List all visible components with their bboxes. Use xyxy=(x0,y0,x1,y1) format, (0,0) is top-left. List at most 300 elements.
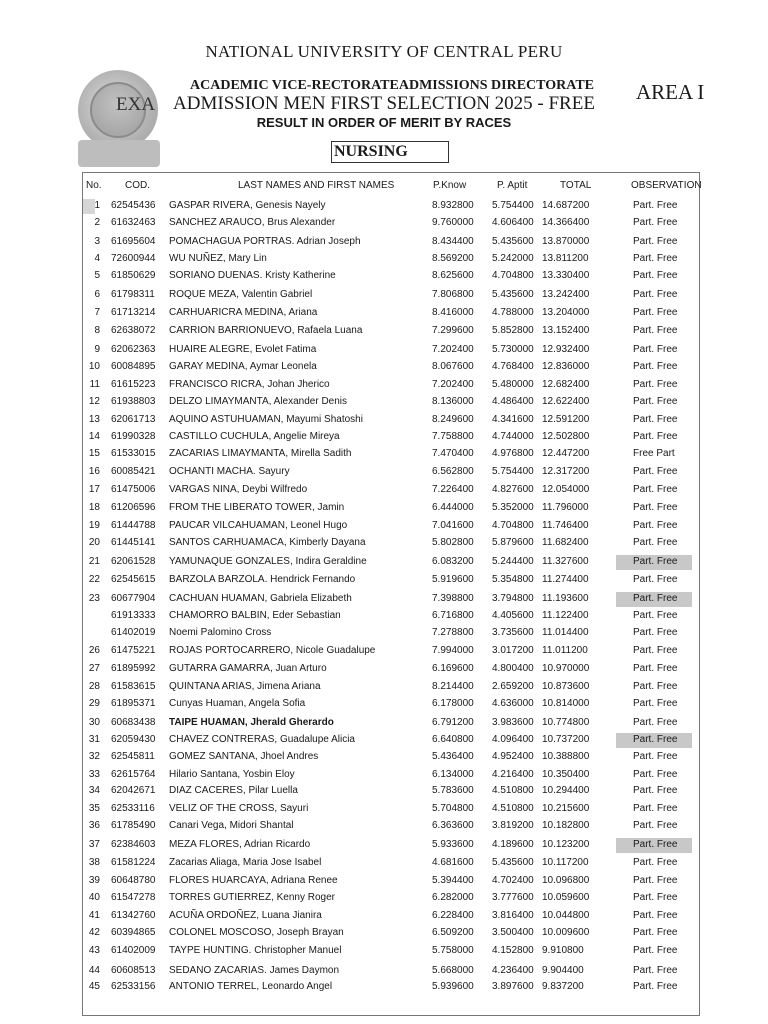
table-row xyxy=(0,323,768,339)
cell-pa: 3.983600 xyxy=(492,717,534,728)
cell-pk: 6.228400 xyxy=(432,910,474,921)
cell-no: 30 xyxy=(88,717,100,728)
table-row xyxy=(0,643,768,659)
cell-tot: 12.054000 xyxy=(542,484,590,495)
cell-cod: 62062363 xyxy=(111,344,156,355)
cell-pa: 2.659200 xyxy=(492,681,534,692)
cell-no: 9 xyxy=(94,344,100,355)
cell-no: 12 xyxy=(88,396,100,407)
col-header-observation: OBSERVATION xyxy=(631,180,702,191)
cell-cod: 62061713 xyxy=(111,414,156,425)
cell-pa: 5.435600 xyxy=(492,289,534,300)
cell-name: GARAY MEDINA, Aymar Leonela xyxy=(169,361,317,372)
grey-label-box xyxy=(78,140,160,167)
cell-no: 40 xyxy=(88,892,100,903)
cell-obs: Part. Free xyxy=(633,965,678,976)
table-row xyxy=(0,783,768,799)
cell-no: 11 xyxy=(89,379,100,390)
cell-tot: 14.366400 xyxy=(542,217,590,228)
cell-tot: 13.870000 xyxy=(542,236,590,247)
cell-pa: 5.435600 xyxy=(492,236,534,247)
cell-cod: 62545436 xyxy=(111,200,156,211)
cell-no: 15 xyxy=(88,448,100,459)
cell-tot: 11.746400 xyxy=(542,520,589,531)
cell-cod: 60683438 xyxy=(111,717,156,728)
col-header-pknow: P.Know xyxy=(433,180,467,191)
cell-name: GASPAR RIVERA, Genesis Nayely xyxy=(169,200,326,211)
cell-pa: 5.435600 xyxy=(492,857,534,868)
cell-no: 8 xyxy=(94,325,100,336)
table-row xyxy=(0,446,768,462)
cell-name: VARGAS NINA, Deybi Wilfredo xyxy=(169,484,308,495)
cell-obs: Part. Free xyxy=(633,289,678,300)
cell-no: 26 xyxy=(88,645,100,656)
cell-pk: 8.932800 xyxy=(432,200,474,211)
cell-tot: 12.932400 xyxy=(542,344,590,355)
cell-pk: 6.509200 xyxy=(432,927,474,938)
cell-tot: 9.837200 xyxy=(542,981,584,992)
cell-obs: Part. Free xyxy=(633,361,678,372)
cell-name: TAYPE HUNTING. Christopher Manuel xyxy=(169,945,342,956)
cell-tot: 10.814000 xyxy=(542,698,590,709)
cell-pk: 8.214400 xyxy=(432,681,474,692)
col-header-name: LAST NAMES AND FIRST NAMES xyxy=(238,180,395,191)
area-label: AREA I xyxy=(636,80,705,104)
cell-pa: 4.702400 xyxy=(492,875,534,886)
cell-name: DELZO LIMAYMANTA, Alexander Denis xyxy=(169,396,348,407)
cell-tot: 10.294400 xyxy=(542,785,590,796)
table-row xyxy=(0,908,768,924)
cell-obs: Part. Free xyxy=(633,734,678,745)
cell-obs: Part. Free xyxy=(633,217,678,228)
cell-cod: 61695604 xyxy=(111,236,156,247)
cell-cod: 60648780 xyxy=(111,875,156,886)
cell-pa: 4.636000 xyxy=(492,698,534,709)
cell-name: ROQUE MEZA, Valentin Gabriel xyxy=(169,289,313,300)
cell-obs: Part. Free xyxy=(633,785,678,796)
cell-cod: 61533015 xyxy=(111,448,156,459)
cell-tot: 10.774800 xyxy=(542,717,590,728)
cell-no: 20 xyxy=(88,537,100,548)
cell-tot: 11.011200 xyxy=(542,645,588,656)
cell-no: 6 xyxy=(94,289,100,300)
cell-name: WU NUÑEZ, Mary Lin xyxy=(169,253,267,264)
cell-no: 45 xyxy=(88,981,100,992)
cell-obs: Part. Free xyxy=(633,520,678,531)
cell-pk: 7.202400 xyxy=(432,344,474,355)
cell-pa: 4.341600 xyxy=(492,414,534,425)
cell-pa: 3.500400 xyxy=(492,927,534,938)
cell-tot: 13.152400 xyxy=(542,325,590,336)
cell-cod: 62638072 xyxy=(111,325,156,336)
cell-name: Noemi Palomino Cross xyxy=(169,627,272,638)
cell-pk: 7.202400 xyxy=(432,379,474,390)
cell-obs: Part. Free xyxy=(633,751,678,762)
cell-pk: 7.994000 xyxy=(432,645,474,656)
cell-pa: 3.897600 xyxy=(492,981,534,992)
cell-pa: 4.768400 xyxy=(492,361,534,372)
cell-no: 14 xyxy=(88,431,100,442)
table-row xyxy=(0,943,768,959)
cell-obs: Part. Free xyxy=(633,396,678,407)
cell-name: Zacarias Aliaga, Maria Jose Isabel xyxy=(169,857,322,868)
cell-pa: 4.510800 xyxy=(492,785,534,796)
cell-cod: 61798311 xyxy=(111,289,155,300)
cell-no: 3 xyxy=(94,236,100,247)
vice-rectorate-title: ACADEMIC VICE-RECTORATEADMISSIONS DIRECTORATE xyxy=(190,78,594,93)
cell-pk: 5.783600 xyxy=(432,785,474,796)
cell-pa: 5.244400 xyxy=(492,556,534,567)
table-row xyxy=(0,732,768,748)
cell-tot: 12.317200 xyxy=(542,466,590,477)
cell-tot: 9.904400 xyxy=(542,965,584,976)
cell-pa: 4.800400 xyxy=(492,663,534,674)
cell-no: 41 xyxy=(88,910,100,921)
cell-cod: 62042671 xyxy=(111,785,156,796)
cell-obs: Part. Free xyxy=(633,892,678,903)
career-label: NURSING xyxy=(331,141,449,163)
cell-pa: 5.852800 xyxy=(492,325,534,336)
cell-tot: 11.682400 xyxy=(542,537,589,548)
cell-tot: 10.117200 xyxy=(542,857,589,868)
cell-pk: 5.758000 xyxy=(432,945,474,956)
cell-cod: 62615764 xyxy=(111,769,156,780)
cell-name: ACUÑA ORDOÑEZ, Luana Jianira xyxy=(169,910,322,921)
seal-fragment-text: EXA xyxy=(116,94,156,115)
cell-cod: 61581224 xyxy=(111,857,156,868)
cell-pk: 7.226400 xyxy=(432,484,474,495)
cell-pk: 8.569200 xyxy=(432,253,474,264)
cell-name: POMACHAGUA PORTRAS. Adrian Joseph xyxy=(169,236,361,247)
cell-pk: 5.919600 xyxy=(432,574,474,585)
cell-obs: Part. Free xyxy=(633,502,678,513)
cell-pk: 9.760000 xyxy=(432,217,474,228)
cell-pa: 4.744000 xyxy=(492,431,534,442)
cell-no: 32 xyxy=(88,751,100,762)
cell-tot: 13.330400 xyxy=(542,270,590,281)
cell-pa: 5.730000 xyxy=(492,344,534,355)
cell-pk: 6.134000 xyxy=(432,769,474,780)
cell-tot: 11.193600 xyxy=(542,593,589,604)
cell-obs: Free Part xyxy=(633,448,675,459)
cell-obs: Part. Free xyxy=(633,574,678,585)
cell-cod: 61938803 xyxy=(111,396,156,407)
cell-obs: Part. Free xyxy=(633,981,678,992)
table-row xyxy=(0,251,768,267)
cell-name: HUAIRE ALEGRE, Evolet Fatima xyxy=(169,344,317,355)
cell-name: QUINTANA ARIAS, Jimena Ariana xyxy=(169,681,321,692)
cell-pk: 5.704800 xyxy=(432,803,474,814)
cell-no: 35 xyxy=(88,803,100,814)
cell-pk: 8.434400 xyxy=(432,236,474,247)
cell-tot: 12.682400 xyxy=(542,379,590,390)
cell-tot: 12.447200 xyxy=(542,448,590,459)
cell-cod: 62533156 xyxy=(111,981,156,992)
cell-tot: 11.274400 xyxy=(542,574,589,585)
cell-pa: 4.704800 xyxy=(492,520,534,531)
cell-name: BARZOLA BARZOLA. Hendrick Fernando xyxy=(169,574,356,585)
cell-tot: 10.215600 xyxy=(542,803,590,814)
table-row xyxy=(0,198,768,214)
col-header-cod: COD. xyxy=(125,180,150,191)
cell-tot: 14.687200 xyxy=(542,200,590,211)
cell-name: FROM THE LIBERATO TOWER, Jamin xyxy=(169,502,345,513)
cell-no: 16 xyxy=(88,466,100,477)
cell-cod: 61632463 xyxy=(111,217,156,228)
cell-tot: 10.737200 xyxy=(542,734,590,745)
cell-tot: 12.502800 xyxy=(542,431,590,442)
cell-name: SANTOS CARHUAMACA, Kimberly Dayana xyxy=(169,537,366,548)
cell-no: 38 xyxy=(88,857,100,868)
cell-pk: 6.444000 xyxy=(432,502,474,513)
cell-cod: 61615223 xyxy=(111,379,156,390)
cell-pk: 7.806800 xyxy=(432,289,474,300)
cell-tot: 9.910800 xyxy=(542,945,584,956)
cell-no: 33 xyxy=(88,769,100,780)
cell-pk: 7.398800 xyxy=(432,593,474,604)
cell-obs: Part. Free xyxy=(633,945,678,956)
cell-pk: 5.933600 xyxy=(432,839,474,850)
cell-name: Canari Vega, Midori Shantal xyxy=(169,820,294,831)
table-row xyxy=(0,661,768,677)
cell-cod: 61206596 xyxy=(111,502,156,513)
table-row xyxy=(0,377,768,393)
cell-cod: 72600944 xyxy=(111,253,156,264)
table-row xyxy=(0,500,768,516)
cell-pk: 7.758800 xyxy=(432,431,474,442)
table-row xyxy=(0,979,768,995)
cell-tot: 10.350400 xyxy=(542,769,590,780)
cell-name: TAIPE HUAMAN, Jherald Gherardo xyxy=(169,717,334,728)
cell-pa: 3.735600 xyxy=(492,627,534,638)
cell-pa: 4.606400 xyxy=(492,217,534,228)
cell-no: 19 xyxy=(88,520,100,531)
cell-pa: 5.242000 xyxy=(492,253,534,264)
cell-pa: 3.819200 xyxy=(492,820,534,831)
cell-no: 28 xyxy=(88,681,100,692)
cell-tot: 13.811200 xyxy=(542,253,589,264)
cell-obs: Part. Free xyxy=(633,556,678,567)
table-row xyxy=(0,608,768,624)
cell-pa: 5.352000 xyxy=(492,502,534,513)
cell-cod: 61850629 xyxy=(111,270,156,281)
cell-cod: 62533116 xyxy=(111,803,155,814)
cell-no: 7 xyxy=(94,307,100,318)
university-title: NATIONAL UNIVERSITY OF CENTRAL PERU xyxy=(205,42,563,61)
cell-cod: 61402009 xyxy=(111,945,156,956)
cell-pa: 5.354800 xyxy=(492,574,534,585)
cell-name: ZACARIAS LIMAYMANTA, Mirella Sadith xyxy=(169,448,352,459)
cell-pk: 8.625600 xyxy=(432,270,474,281)
cell-pk: 6.363600 xyxy=(432,820,474,831)
cell-name: CARHUARICRA MEDINA, Ariana xyxy=(169,307,318,318)
cell-no: 39 xyxy=(88,875,100,886)
table-row xyxy=(0,412,768,428)
cell-pa: 4.704800 xyxy=(492,270,534,281)
table-row xyxy=(0,696,768,712)
table-row xyxy=(0,572,768,588)
cell-pa: 4.189600 xyxy=(492,839,534,850)
cell-no: 44 xyxy=(88,965,100,976)
cell-pk: 6.562800 xyxy=(432,466,474,477)
cell-tot: 11.014400 xyxy=(542,627,589,638)
cell-cod: 62061528 xyxy=(111,556,156,567)
cell-tot: 10.388800 xyxy=(542,751,590,762)
cell-pk: 8.416000 xyxy=(432,307,474,318)
cell-obs: Part. Free xyxy=(633,236,678,247)
cell-no: 43 xyxy=(88,945,100,956)
col-header-paptit: P. Aptit xyxy=(497,180,528,191)
cell-cod: 61785490 xyxy=(111,820,156,831)
cell-pk: 6.282000 xyxy=(432,892,474,903)
cell-cod: 60394865 xyxy=(111,927,156,938)
cell-pk: 6.169600 xyxy=(432,663,474,674)
cell-pk: 7.278800 xyxy=(432,627,474,638)
cell-name: OCHANTI MACHA. Sayury xyxy=(169,466,290,477)
cell-obs: Part. Free xyxy=(633,927,678,938)
cell-pa: 4.486400 xyxy=(492,396,534,407)
cell-cod: 60085421 xyxy=(111,466,156,477)
cell-no: 23 xyxy=(88,593,100,604)
cell-name: CASTILLO CUCHULA, Angelie Mireya xyxy=(169,431,340,442)
cell-no: 5 xyxy=(94,270,100,281)
table-row xyxy=(0,394,768,410)
table-row xyxy=(0,963,768,979)
cell-cod: 61713214 xyxy=(111,307,156,318)
cell-obs: Part. Free xyxy=(633,910,678,921)
cell-pa: 4.096400 xyxy=(492,734,534,745)
cell-obs: Part. Free xyxy=(633,857,678,868)
cell-tot: 13.242400 xyxy=(542,289,590,300)
cell-obs: Part. Free xyxy=(633,466,678,477)
cell-obs: Part. Free xyxy=(633,610,678,621)
cell-name: SANCHEZ ARAUCO, Brus Alexander xyxy=(169,217,336,228)
cell-name: YAMUNAQUE GONZALES, Indira Geraldine xyxy=(169,556,367,567)
cell-tot: 10.044800 xyxy=(542,910,590,921)
table-row xyxy=(0,873,768,889)
cell-pk: 5.939600 xyxy=(432,981,474,992)
cell-obs: Part. Free xyxy=(633,820,678,831)
table-row xyxy=(0,801,768,817)
cell-pa: 3.816400 xyxy=(492,910,534,921)
cell-pk: 7.041600 xyxy=(432,520,474,531)
cell-tot: 13.204000 xyxy=(542,307,590,318)
cell-tot: 10.873600 xyxy=(542,681,590,692)
cell-cod: 62384603 xyxy=(111,839,156,850)
cell-tot: 10.009600 xyxy=(542,927,590,938)
cell-obs: Part. Free xyxy=(633,627,678,638)
cell-no: 31 xyxy=(88,734,100,745)
cell-name: FLORES HUARCAYA, Adriana Renee xyxy=(169,875,338,886)
cell-name: PAUCAR VILCAHUAMAN, Leonel Hugo xyxy=(169,520,348,531)
cell-obs: Part. Free xyxy=(633,537,678,548)
cell-obs: Part. Free xyxy=(633,431,678,442)
cell-name: ROJAS PORTOCARRERO, Nicole Guadalupe xyxy=(169,645,376,656)
table-row xyxy=(0,305,768,321)
table-row xyxy=(0,287,768,303)
cell-name: CARRION BARRIONUEVO, Rafaela Luana xyxy=(169,325,363,336)
table-row xyxy=(0,482,768,498)
cell-pa: 4.152800 xyxy=(492,945,534,956)
cell-name: MEZA FLORES, Adrian Ricardo xyxy=(169,839,311,850)
table-row xyxy=(0,342,768,358)
table-row xyxy=(0,818,768,834)
cell-tot: 12.836000 xyxy=(542,361,590,372)
cell-name: ANTONIO TERREL, Leonardo Angel xyxy=(169,981,333,992)
cell-no: 36 xyxy=(88,820,100,831)
cell-tot: 10.970000 xyxy=(542,663,590,674)
table-row xyxy=(0,234,768,250)
cell-no: 4 xyxy=(94,253,100,264)
cell-obs: Part. Free xyxy=(633,344,678,355)
cell-pk: 5.436400 xyxy=(432,751,474,762)
cell-no: 21 xyxy=(88,556,100,567)
cell-obs: Part. Free xyxy=(633,307,678,318)
cell-pa: 4.405600 xyxy=(492,610,534,621)
cell-name: CHAMORRO BALBIN, Eder Sebastian xyxy=(169,610,341,621)
table-row xyxy=(0,890,768,906)
cell-pk: 6.640800 xyxy=(432,734,474,745)
cell-pk: 7.470400 xyxy=(432,448,474,459)
cell-cod: 61583615 xyxy=(111,681,156,692)
cell-obs: Part. Free xyxy=(633,803,678,814)
cell-obs: Part. Free xyxy=(633,414,678,425)
cell-name: SEDANO ZACARIAS. James Daymon xyxy=(169,965,340,976)
cell-pk: 5.394400 xyxy=(432,875,474,886)
cell-pa: 3.777600 xyxy=(492,892,534,903)
cell-obs: Part. Free xyxy=(633,593,678,604)
cell-cod: 61990328 xyxy=(111,431,156,442)
cell-obs: Part. Free xyxy=(633,839,678,850)
cell-pk: 6.083200 xyxy=(432,556,474,567)
cell-no: 29 xyxy=(88,698,100,709)
col-header-total: TOTAL xyxy=(560,180,592,191)
cell-pk: 8.249600 xyxy=(432,414,474,425)
cell-name: GUTARRA GAMARRA, Juan Arturo xyxy=(169,663,327,674)
cell-cod: 61445141 xyxy=(111,537,156,548)
cell-tot: 10.123200 xyxy=(542,839,590,850)
cell-name: AQUINO ASTUHUAMAN, Mayumi Shatoshi xyxy=(169,414,363,425)
table-row xyxy=(0,855,768,871)
cell-no: 37 xyxy=(88,839,100,850)
cell-pa: 4.952400 xyxy=(492,751,534,762)
admission-title: ADMISSION MEN FIRST SELECTION 2025 - FREE xyxy=(173,93,595,114)
cell-no: 13 xyxy=(88,414,100,425)
table-row xyxy=(0,925,768,941)
cell-obs: Part. Free xyxy=(633,681,678,692)
cell-obs: Part. Free xyxy=(633,769,678,780)
cell-pa: 4.236400 xyxy=(492,965,534,976)
cell-no: 42 xyxy=(88,927,100,938)
result-subtitle: RESULT IN ORDER OF MERIT BY RACES xyxy=(256,115,512,130)
cell-pk: 7.299600 xyxy=(432,325,474,336)
cell-obs: Part. Free xyxy=(633,200,678,211)
cell-obs: Part. Free xyxy=(633,253,678,264)
cell-no: 22 xyxy=(88,574,100,585)
table-row xyxy=(0,215,768,231)
cell-name: FRANCISCO RICRA, Johan Jherico xyxy=(169,379,330,390)
table-row xyxy=(0,715,768,731)
table-row xyxy=(0,429,768,445)
table-row xyxy=(0,679,768,695)
cell-pk: 6.716800 xyxy=(432,610,474,621)
cell-obs: Part. Free xyxy=(633,325,678,336)
cell-pa: 5.754400 xyxy=(492,200,534,211)
cell-tot: 10.182800 xyxy=(542,820,590,831)
cell-pa: 4.827600 xyxy=(492,484,534,495)
cell-cod: 61402019 xyxy=(111,627,156,638)
table-row xyxy=(0,749,768,765)
